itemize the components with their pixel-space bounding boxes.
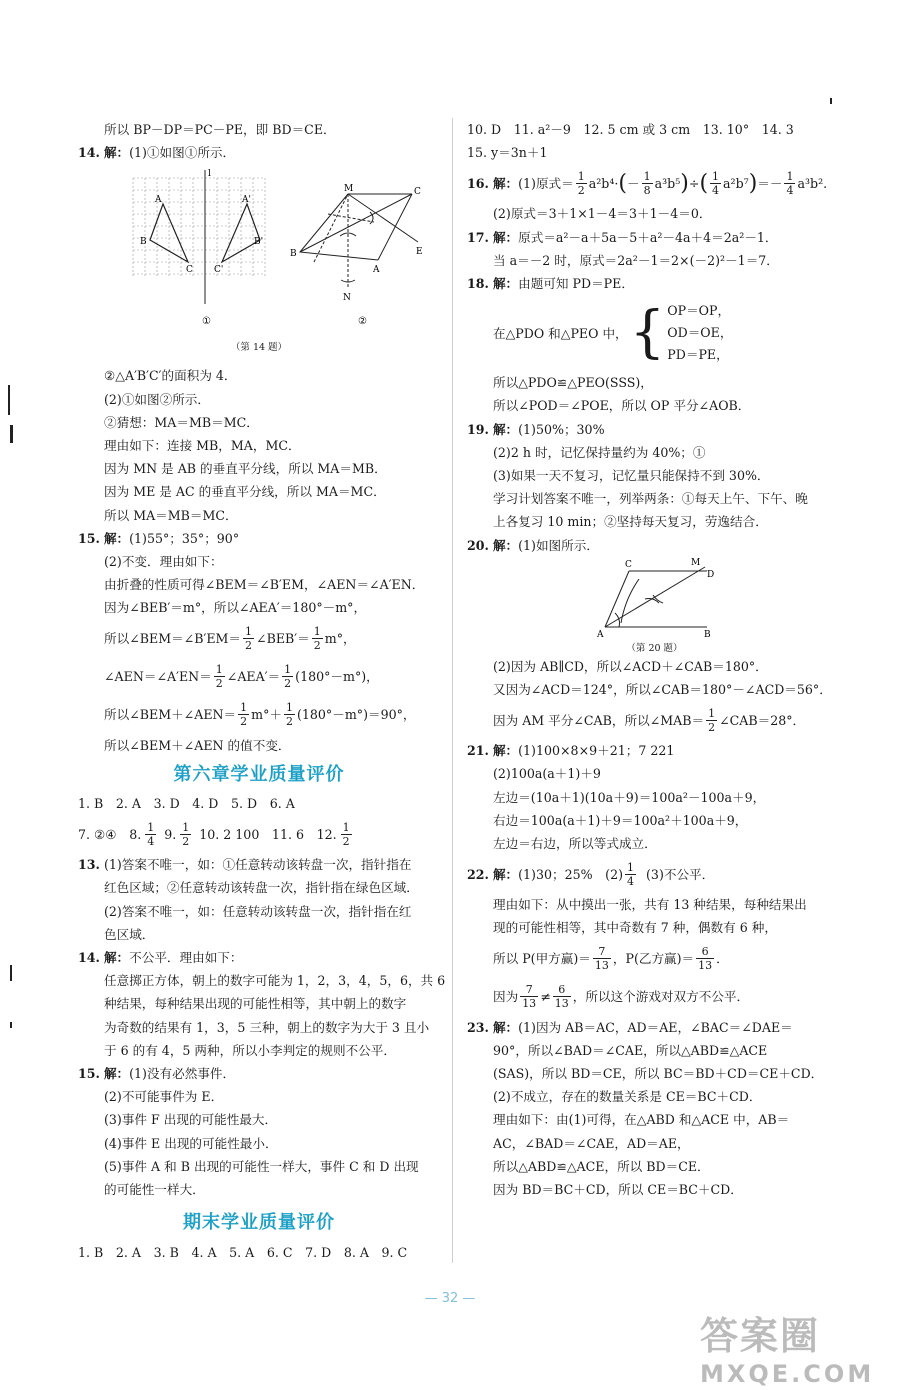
text-line: (3)如果一天不复习，记忆量只能保持不到 30%．: [493, 468, 770, 484]
section-heading-final: 期末学业质量评价: [183, 1212, 335, 1234]
numerator: 1: [313, 625, 321, 639]
question-14b: [78, 946, 440, 969]
question-number: 14.: [78, 950, 100, 966]
formula-line: [78, 696, 440, 734]
text-line: (2)答案不唯一，如：任意转动该转盘一次，指针指在红: [104, 903, 412, 919]
numerator: 1: [215, 663, 223, 677]
answer-label: 解：: [492, 421, 519, 437]
label-c2: C: [414, 187, 421, 198]
answer-label: 解：: [103, 530, 130, 546]
question-22: [467, 855, 842, 893]
numerator: 1: [245, 625, 253, 639]
text-line: 学习计划答案不唯一，列举两条：①每天上午、下午、晚: [493, 491, 808, 507]
formula-text: 因为: [493, 989, 519, 1005]
formula-text: ＝－: [757, 175, 783, 191]
fraction: [520, 983, 538, 1010]
right-column: [467, 118, 842, 1201]
numerator: 1: [712, 169, 720, 183]
text-line: 所以△ABD≌△ACE，所以 BD＝CE．: [493, 1158, 710, 1174]
scan-mark: [830, 98, 832, 104]
answer-label: 解：: [492, 537, 519, 553]
text-line: 由题可知 PD＝PE．: [518, 276, 634, 292]
watermark-url: MXQE.COM: [700, 1360, 875, 1388]
numerator: 1: [285, 701, 293, 715]
text-line: (4)事件 E 出现的可能性最小．: [104, 1135, 278, 1151]
paren: ): [680, 170, 689, 196]
text-line: 由折叠的性质可得∠BEM＝∠B′EM，∠AEN＝∠A′EN．: [104, 577, 425, 593]
fraction: [710, 170, 721, 197]
text-line: (2)不可能事件为 E．: [104, 1089, 224, 1105]
fraction: [341, 821, 352, 848]
condition: OD＝OE，: [667, 325, 733, 341]
formula-text: 所以∠BEM＋∠AEN＝: [104, 707, 237, 723]
question-number: 14.: [78, 145, 100, 161]
answer-label: 解：: [492, 175, 519, 191]
text-line: (SAS)，所以 BD＝CE，所以 BC＝BD＋CD＝CE＋CD．: [493, 1066, 824, 1082]
question-number: 21.: [467, 743, 489, 759]
text-line: (1)如图所示．: [518, 537, 599, 553]
label-c: C: [625, 559, 632, 570]
denominator: 2: [245, 639, 253, 653]
formula-text: 所以∠BEM＝∠B′EM＝: [104, 631, 242, 647]
question-21: [467, 739, 842, 762]
fraction: [284, 701, 295, 728]
text-line: 左边＝右边，所以等式成立．: [493, 836, 657, 852]
denominator: 2: [342, 834, 350, 848]
formula-text: 所以 P(甲方赢)＝: [493, 951, 591, 967]
text-line: ②猜想：MA＝MB＝MC．: [104, 414, 259, 430]
numerator: 6: [558, 983, 566, 997]
answer-label: 解：: [492, 229, 519, 245]
fraction: [243, 625, 254, 652]
text-line: 现的可能性相等，其中奇数有 7 种，偶数有 6 种，: [493, 920, 777, 936]
text-line: (1)因为 AB＝AC，AD＝AE，∠BAC＝∠DAE＝: [518, 1019, 793, 1035]
numerator: 1: [577, 169, 585, 183]
numerator: 1: [342, 820, 350, 834]
figure-20-drawing: [467, 557, 842, 641]
formula-text: (180°－m°)＝90°，: [296, 707, 416, 723]
denominator: 2: [284, 677, 292, 691]
text-line: (2)①如图②所示．: [104, 391, 210, 407]
question-16: [467, 164, 842, 202]
formula-text: a²b⁷: [723, 175, 749, 191]
numerator: 7: [525, 983, 533, 997]
text-line: 因为 BD＝BC＋CD，所以 CE＝BC＋CD．: [493, 1182, 743, 1198]
condition: OP＝OP，: [667, 303, 731, 319]
scan-mark: [10, 425, 13, 443]
answer-text: 10. 2 100 11. 6 12.: [199, 826, 337, 842]
fraction: [696, 945, 714, 972]
fraction: [593, 945, 611, 972]
question-18: [467, 272, 842, 295]
watermark-title: 答案圈: [700, 1314, 821, 1358]
text-line: 所以∠BEM＋∠AEN 的值不变．: [104, 737, 291, 753]
formula-line: [78, 620, 440, 658]
text-line: 所以∠POD＝∠POE，所以 OP 平分∠AOB．: [493, 398, 751, 414]
left-column: [78, 118, 446, 1264]
question-number: 18.: [467, 276, 489, 292]
answer-text: 9.: [164, 826, 177, 842]
text-line: (2)不成立，存在的数量关系是 CE＝BC＋CD．: [493, 1089, 762, 1105]
text-line: (1)①如图①所示．: [129, 145, 236, 161]
denominator: 2: [182, 834, 190, 848]
numerator: 7: [598, 945, 606, 959]
text-line: 色区域．: [104, 926, 155, 942]
scan-mark: [10, 965, 12, 981]
scan-mark: [8, 385, 10, 415]
fraction: [784, 170, 795, 197]
fraction: [553, 983, 571, 1010]
numerator: 1: [284, 663, 292, 677]
paren: (: [618, 170, 628, 196]
text-line: 所以 BP－DP＝PC－PE，即 BD＝CE．: [104, 122, 336, 137]
answer-label: 解：: [103, 950, 130, 966]
question-17: [467, 226, 842, 249]
label-b2: B: [290, 249, 297, 260]
question-number: 20.: [467, 537, 489, 553]
column-divider: [452, 118, 453, 1263]
answer-label: 解：: [492, 743, 519, 759]
formula-text: (180°－m°)，: [295, 669, 379, 685]
figure-caption: （第 14 题）: [230, 342, 288, 354]
scan-mark: [10, 1022, 12, 1028]
formula-text: m°＋: [251, 707, 282, 723]
text-line: 种结果，每种结果出现的可能性相等，其中朝上的数字: [104, 996, 407, 1012]
question-number: 17.: [467, 229, 489, 245]
formula-text: ，P(乙方赢)＝: [612, 951, 695, 967]
denominator: 13: [522, 997, 537, 1011]
text-line: 不公平．理由如下：: [129, 950, 243, 966]
fraction: [625, 861, 636, 888]
label-panel-2: ②: [358, 316, 367, 328]
denominator: 13: [554, 997, 569, 1011]
numerator: 1: [240, 701, 248, 715]
grid: [133, 178, 265, 278]
denominator: 4: [147, 834, 155, 848]
text-line: (2)2 h 时，记忆保持量约为 40%；①: [493, 444, 706, 460]
denominator: 8: [643, 183, 651, 197]
formula-text: ．: [716, 951, 729, 967]
figure-14-drawing: [78, 164, 440, 364]
question-number: 22.: [467, 866, 489, 882]
question-15b: [78, 1062, 440, 1085]
text-line: (3)事件 F 出现的可能性最大．: [104, 1112, 278, 1128]
label-m: M: [691, 557, 701, 568]
denominator: 2: [708, 720, 716, 734]
answer-label: 解：: [492, 866, 519, 882]
answers-row-2: [78, 815, 440, 853]
label-l: l: [208, 169, 211, 180]
answers-row-final: 1. B 2. A 3. B 4. A 5. A 6. C 7. D 8. A 9. C: [78, 1244, 408, 1260]
formula-text: ÷: [688, 175, 700, 191]
label-d: D: [707, 569, 715, 580]
numerator: 1: [786, 169, 794, 183]
formula-text: a³b⁵: [654, 175, 681, 191]
answer-label: 解：: [103, 1066, 130, 1082]
answer-label: 解：: [492, 276, 519, 292]
triangle-abc-prime: [222, 204, 260, 262]
question-number: 13.: [78, 857, 100, 873]
formula-text: m°，: [324, 631, 356, 647]
fraction: [706, 707, 717, 734]
denominator: 4: [627, 874, 635, 888]
text-line: (2)因为 AB∥CD，所以∠ACD＋∠CAB＝180°．: [493, 658, 768, 674]
formula-text: ，所以这个游戏对双方不公平．: [572, 989, 750, 1005]
formula-line: [467, 701, 842, 739]
text-line: 理由如下：连接 MB，MA，MC．: [104, 438, 301, 454]
text-line: 原式＝a²－a＋5a－5＋a²－4a＋4＝2a²－1．: [518, 229, 778, 245]
text-line: 理由如下：由(1)可得，在△ABD 和△ACE 中，AB＝: [493, 1112, 790, 1128]
text-line: (1)55°；35°；90°: [129, 530, 240, 546]
label-e: E: [416, 247, 423, 258]
text-line: (1)100×8×9＋21；7 221: [518, 743, 675, 759]
fraction: [238, 701, 249, 728]
answer-label: 解：: [103, 145, 130, 161]
label-c: C: [186, 265, 193, 276]
text-line: 右边＝100a(a＋1)＋9＝100a²＋100a＋9，: [493, 812, 748, 828]
text-line: (2)不变．理由如下：: [104, 554, 223, 570]
formula-text: (1)原式＝: [518, 175, 574, 191]
fraction: [282, 663, 293, 690]
text-line: (2)原式＝3＋1×1－4＝3＋1－4＝0．: [493, 206, 712, 222]
fraction: [145, 821, 156, 848]
denominator: 2: [285, 715, 293, 729]
fraction: [576, 170, 587, 197]
formula-text: ∠AEA′＝: [226, 669, 281, 685]
question-15: [78, 527, 440, 550]
label-c-prime: C': [214, 265, 224, 276]
text-line: 左边＝(10a＋1)(10a＋9)＝100a²－100a＋9，: [493, 789, 766, 805]
answers-row-1: 1. B 2. A 3. D 4. D 5. D 6. A: [78, 796, 295, 812]
formula-line: [467, 940, 842, 978]
triangle-abc: [150, 204, 188, 262]
text-line: (1)答案不唯一，如：①任意转动该转盘一次，指针指在: [103, 857, 412, 873]
question-number: 23.: [467, 1019, 489, 1035]
denominator: 2: [240, 715, 248, 729]
fraction: [214, 663, 225, 690]
answer-label: 解：: [492, 1019, 519, 1035]
text-line: 在△PDO 和△PEO 中，: [493, 325, 628, 341]
formula-text: ∠AEN＝∠A′EN＝: [104, 669, 212, 685]
denominator: 13: [698, 959, 713, 973]
text-line: (1)50%；30%: [518, 421, 605, 437]
formula-line: [467, 978, 842, 1016]
question-number: 15.: [78, 530, 100, 546]
text-line: 所以△PDO≌△PEO(SSS)，: [493, 375, 653, 391]
text-line: 上各复习 10 min；②坚持每天复习，劳逸结合．: [493, 514, 768, 530]
fraction: [180, 821, 191, 848]
label-a-prime: A': [242, 195, 251, 206]
numerator: 6: [701, 945, 709, 959]
numerator: 1: [643, 169, 651, 183]
condition-list: [667, 300, 732, 366]
label-a: A: [597, 629, 604, 640]
formula-text: 因为 AM 平分∠CAB，所以∠MAB＝: [493, 712, 705, 728]
label-b: B: [704, 629, 711, 640]
figure-14-2: [300, 194, 418, 288]
brace: {: [629, 300, 666, 366]
page-number: — 32 —: [424, 1291, 476, 1306]
text-line: AC，∠BAD＝∠CAE，AD＝AE，: [493, 1135, 690, 1151]
figure-20: [467, 557, 842, 655]
fraction: [312, 625, 323, 652]
numerator: 1: [182, 820, 190, 834]
question-23: [467, 1016, 842, 1039]
condition: PD＝PE，: [667, 347, 729, 363]
label-a2: A: [373, 265, 380, 276]
answer-text: 7. ②④ 8.: [78, 826, 142, 842]
question-number: 19.: [467, 421, 489, 437]
numerator: 1: [147, 820, 155, 834]
question-20: [467, 534, 842, 557]
denominator: 13: [594, 959, 609, 973]
question-19: [467, 418, 842, 441]
text-line: 因为∠BEB′＝m°，所以∠AEA′＝180°－m°，: [104, 600, 367, 616]
text-line: 理由如下：从中摸出一张，共有 13 种结果，每种结果出: [493, 897, 807, 913]
text-line: 的可能性一样大．: [104, 1182, 205, 1198]
text-line: ②△A′B′C′的面积为 4．: [104, 368, 237, 384]
text-line: 为奇数的结果有 1，3，5 三种，朝上的数字为大于 3 且小: [104, 1019, 430, 1035]
denominator: 2: [313, 639, 321, 653]
text-line: 所以 MA＝MB＝MC．: [104, 507, 238, 523]
text-line: 又因为∠ACD＝124°，所以∠CAB＝180°－∠ACD＝56°．: [493, 682, 832, 698]
condition-block: [467, 295, 842, 371]
figure-caption: （第 20 题）: [626, 642, 683, 654]
question-13: [78, 853, 440, 876]
text-line: 红色区域；②任意转动该转盘一次，指针指在绿色区域．: [104, 880, 419, 896]
question-number: 15.: [78, 1066, 100, 1082]
question-number: 16.: [467, 175, 489, 191]
formula-text: a²b⁴·: [588, 175, 619, 191]
label-b: B: [140, 237, 147, 248]
question-14: [78, 141, 440, 164]
text-line: 因为 ME 是 AC 的垂直平分线，所以 MA＝MC．: [104, 484, 386, 500]
answers-row: 10. D 11. a²－9 12. 5 cm 或 3 cm 13. 10° 14. 3: [467, 122, 794, 137]
formula-text: ≠: [540, 989, 551, 1005]
text-line: 因为 MN 是 AB 的垂直平分线，所以 MA＝MB．: [104, 461, 387, 477]
formula-text: (3)不公平．: [646, 866, 715, 882]
formula-text: a³b².: [797, 175, 828, 191]
label-a: A: [155, 195, 162, 206]
formula-text: (1)30；25% (2): [518, 866, 624, 882]
label-n: N: [343, 293, 351, 304]
text-line: 90°，所以∠BAD＝∠CAE，所以△ABD≌△ACE: [493, 1042, 768, 1058]
watermark: [700, 1305, 874, 1388]
denominator: 2: [215, 677, 223, 691]
text-line: 任意掷正方体，朝上的数字可能为 1，2，3，4，5，6，共 6: [104, 973, 446, 989]
paren: ): [748, 170, 758, 196]
denominator: 4: [712, 183, 720, 197]
formula-text: ∠BEB′＝: [256, 631, 310, 647]
minus: －: [627, 175, 640, 191]
denominator: 4: [786, 183, 794, 197]
section-heading-ch6: 第六章学业质量评价: [173, 763, 345, 785]
figure-14: [78, 164, 440, 364]
denominator: 2: [577, 183, 585, 197]
numerator: 1: [708, 706, 716, 720]
text-line: 当 a＝－2 时，原式＝2a²－1＝2×(－2)²－1＝7．: [493, 252, 779, 268]
answers-row: 15. y＝3n＋1: [467, 145, 548, 161]
paren: (: [699, 170, 709, 196]
text-line: 于 6 的有 4，5 两种，所以小李判定的规则不公平．: [104, 1042, 396, 1058]
text-line: (2)100a(a＋1)＋9: [493, 766, 601, 782]
numerator: 1: [627, 860, 635, 874]
fraction: [642, 170, 653, 197]
formula-line: [78, 658, 440, 696]
text-line: (1)没有必然事件．: [129, 1066, 236, 1082]
formula-text: ∠CAB＝28°．: [719, 712, 806, 728]
label-b-prime: B': [254, 237, 264, 248]
label-panel-1: ①: [202, 316, 211, 328]
label-m: M: [344, 184, 354, 195]
text-line: (5)事件 A 和 B 出现的可能性一样大，事件 C 和 D 出现: [104, 1158, 419, 1174]
